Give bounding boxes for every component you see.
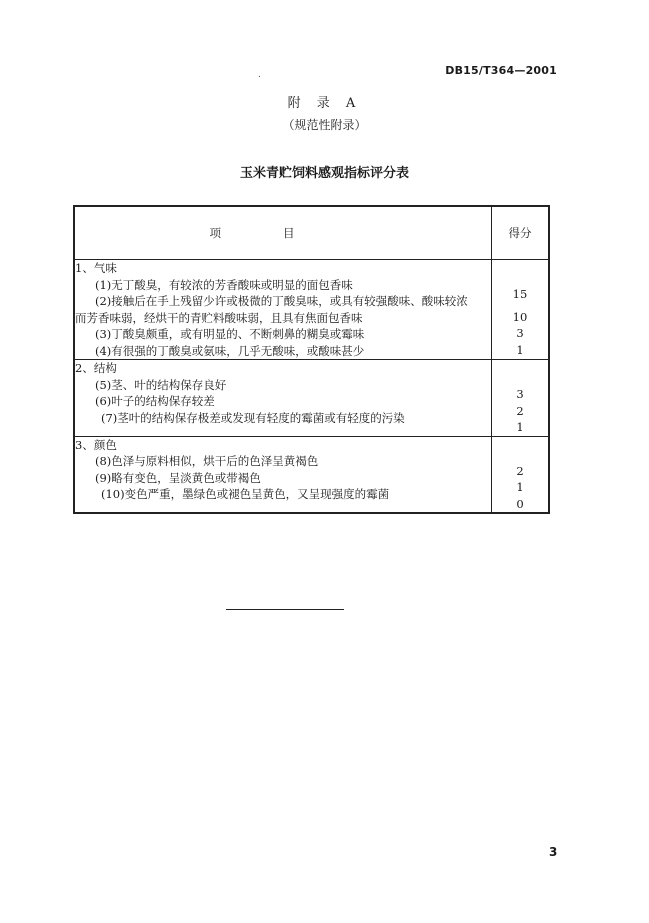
criterion-line: (6)叶子的结构保存较差 bbox=[95, 394, 215, 408]
score-cell-color bbox=[492, 436, 550, 513]
table-header-row bbox=[74, 206, 549, 260]
score-value: 2 bbox=[516, 403, 524, 418]
section-title: 3、颜色 bbox=[75, 437, 117, 452]
score-value: 10 bbox=[512, 309, 528, 324]
table-row bbox=[74, 360, 549, 437]
section-title: 1、气味 bbox=[75, 261, 117, 275]
criteria-cell-odor bbox=[74, 260, 492, 360]
document-number: DB15/T364—2001 bbox=[445, 64, 557, 77]
criterion-line: (3)丁酸臭颇重，或有明显的、不断刺鼻的糊臭或霉味 bbox=[95, 327, 365, 341]
score-value: 3 bbox=[516, 387, 524, 401]
score-cell-odor bbox=[492, 260, 550, 360]
end-rule bbox=[226, 609, 344, 610]
table-row bbox=[74, 260, 549, 360]
scan-dot-mark: . bbox=[258, 70, 261, 80]
column-header-item: 项目 bbox=[74, 206, 492, 260]
criteria-cell-color bbox=[74, 436, 492, 513]
score-value: 0 bbox=[516, 496, 524, 511]
table-row bbox=[74, 436, 549, 513]
score-cell-structure bbox=[492, 360, 550, 437]
score-value: 1 bbox=[516, 420, 524, 434]
score-table bbox=[73, 205, 550, 514]
table-title: 玉米青贮饲料感观指标评分表 bbox=[239, 166, 409, 181]
criterion-line: (9)略有变色，呈淡黄色或带褐色 bbox=[95, 470, 261, 485]
score-value: 2 bbox=[516, 463, 524, 478]
criteria-cell-structure bbox=[74, 360, 492, 437]
page-number: 3 bbox=[549, 845, 558, 859]
criterion-line: (4)有很强的丁酸臭或氨味，几乎无酸味，或酸味甚少 bbox=[95, 343, 365, 358]
criterion-line: (10)变色严重，墨绿色或褪色呈黄色，又呈现强度的霉菌 bbox=[101, 487, 390, 501]
criterion-line: (2)接触后在手上残留少许或极微的丁酸臭味，或具有较强酸味、酸味较浓 bbox=[95, 294, 468, 308]
criterion-line-continued: 而芳香味弱，经烘干的青贮料酸味弱，且具有焦面包香味 bbox=[75, 310, 363, 325]
appendix-title: 附 录 A bbox=[287, 96, 362, 111]
score-value: 1 bbox=[516, 342, 524, 357]
appendix-note: （规范性附录） bbox=[282, 118, 367, 132]
score-value: 15 bbox=[512, 287, 528, 301]
column-header-score: 得分 bbox=[492, 206, 550, 260]
criterion-line: (5)茎、叶的结构保存良好 bbox=[95, 377, 227, 392]
criterion-line: (1)无丁酸臭，有较浓的芳香酸味或明显的面包香味 bbox=[95, 277, 353, 292]
score-value: 1 bbox=[516, 480, 524, 494]
criterion-line: (7)茎叶的结构保存极差或发现有轻度的霉菌或有轻度的污染 bbox=[101, 410, 405, 425]
criterion-line: (8)色泽与原料相似，烘干后的色泽呈黄褐色 bbox=[95, 454, 319, 468]
score-value: 3 bbox=[516, 326, 524, 340]
section-title: 2、结构 bbox=[75, 361, 117, 375]
